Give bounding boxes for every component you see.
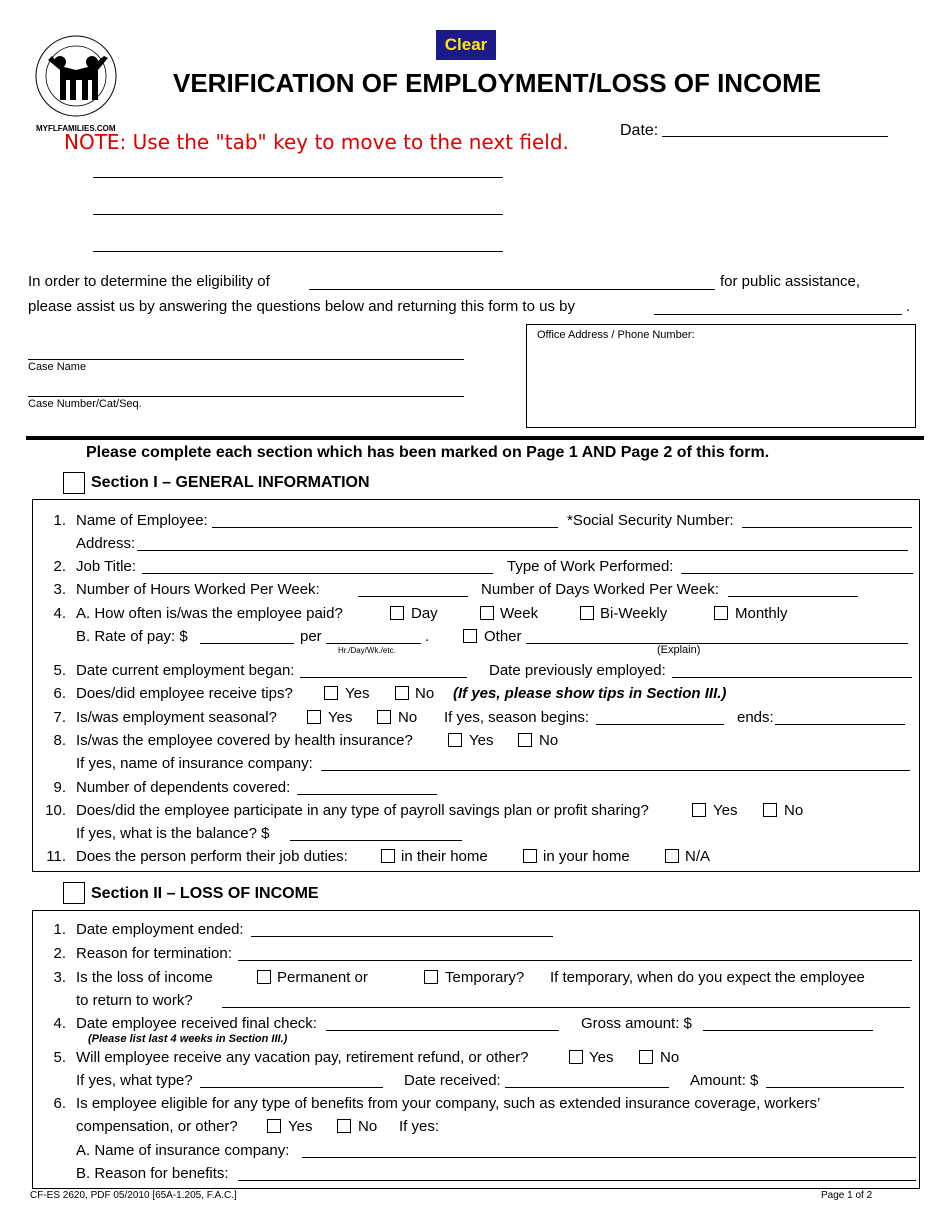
last4-note: (Please list last 4 weeks in Section III.) <box>88 1033 288 1045</box>
paid-other-checkbox[interactable] <box>463 629 477 643</box>
seasonal-yes-checkbox[interactable] <box>307 710 321 724</box>
date-prev-label: Date previously employed: <box>489 662 666 679</box>
insurance-name-field[interactable] <box>321 770 910 771</box>
s2-n1: 1. <box>53 921 66 938</box>
s2-n2: 2. <box>53 945 66 962</box>
tips-no-checkbox[interactable] <box>395 686 409 700</box>
amount-label: Amount: $ <box>690 1072 759 1089</box>
savings-label: Does/did the employee participate in any type of payroll savings plan or profit sharing? <box>76 802 649 819</box>
s1-n6: 6. <box>53 685 66 702</box>
duties-their-home-label: in their home <box>401 848 488 865</box>
address-label: Address: <box>76 535 136 552</box>
s1-n10: 10. <box>45 802 66 819</box>
page-number: Page 1 of 2 <box>821 1190 873 1201</box>
days-label: Number of Days Worked Per Week: <box>481 581 719 598</box>
season-begins-field[interactable] <box>596 724 724 725</box>
duties-your-home-checkbox[interactable] <box>523 849 537 863</box>
job-title-label: Job Title: <box>76 558 137 575</box>
s1-n4: 4. <box>53 605 66 622</box>
dependents-field[interactable] <box>297 794 437 795</box>
address-line-1[interactable] <box>93 177 503 178</box>
ssn-label: *Social Security Number: <box>567 512 734 529</box>
tips-note: (If yes, please show tips in Section III.) <box>453 685 727 702</box>
section2-title: Section II – LOSS OF INCOME <box>91 885 319 902</box>
intro-line1-b: for public assistance, <box>720 273 861 290</box>
return-by-date-field[interactable] <box>654 314 902 315</box>
paid-other-field[interactable] <box>526 643 908 644</box>
benefits-label-b: compensation, or other? <box>76 1118 238 1135</box>
hr-hint: Hr./Day/Wk./etc. <box>338 646 396 655</box>
ssn-field[interactable] <box>742 527 912 528</box>
section1-checkbox[interactable] <box>63 472 85 494</box>
tips-no-label: No <box>415 685 435 702</box>
balance-label: If yes, what is the balance? $ <box>76 825 270 842</box>
case-name-label: Case Name <box>28 361 87 373</box>
vacation-no-label: No <box>660 1049 680 1066</box>
date-received-label: Date received: <box>404 1072 501 1089</box>
season-ends-label: ends: <box>737 709 774 726</box>
s2-n6: 6. <box>53 1095 66 1112</box>
employee-address-field[interactable] <box>137 550 908 551</box>
duties-label: Does the person perform their job duties: <box>76 848 348 865</box>
job-title-field[interactable] <box>142 573 493 574</box>
benefits-label-a: Is employee eligible for any type of benefits from your company, such as extended insurance coverage, workers’ <box>76 1095 821 1112</box>
address-line-2[interactable] <box>93 214 503 215</box>
tips-yes-label: Yes <box>345 685 370 702</box>
duties-na-checkbox[interactable] <box>665 849 679 863</box>
s2-n4: 4. <box>53 1015 66 1032</box>
vacation-yes-label: Yes <box>589 1049 614 1066</box>
reason-benefits-label: B. Reason for benefits: <box>76 1165 229 1182</box>
date-ended-label: Date employment ended: <box>76 921 244 938</box>
duties-na-label: N/A <box>685 848 711 865</box>
reason-field[interactable] <box>238 960 912 961</box>
paid-monthly-label: Monthly <box>735 605 788 622</box>
insurance-name-label: If yes, name of insurance company: <box>76 755 313 772</box>
office-address-box[interactable] <box>526 324 916 428</box>
date-field[interactable] <box>662 136 888 137</box>
logo-url: MYFLFAMILIES.COM <box>36 124 116 133</box>
savings-yes-label: Yes <box>713 802 738 819</box>
final-check-field[interactable] <box>326 1030 559 1031</box>
health-no-label: No <box>539 732 559 749</box>
temporary-checkbox[interactable] <box>424 970 438 984</box>
hours-label: Number of Hours Worked Per Week: <box>76 581 320 598</box>
benefits-yes-label: Yes <box>288 1118 313 1135</box>
s1-n7: 7. <box>53 709 66 726</box>
loss-label: Is the loss of income <box>76 969 213 986</box>
if-temp-label: If temporary, when do you expect the employee <box>550 969 865 986</box>
per-period: . <box>425 628 430 645</box>
temporary-label: Temporary? <box>445 969 525 986</box>
permanent-checkbox[interactable] <box>257 970 271 984</box>
balance-field[interactable] <box>290 840 462 841</box>
season-begins-label: If yes, season begins: <box>444 709 590 726</box>
rate-pay-label: B. Rate of pay: $ <box>76 628 188 645</box>
health-yes-label: Yes <box>469 732 494 749</box>
note-text: NOTE: Use the "tab" key to move to the next field. <box>64 130 569 154</box>
intro-line2: please assist us by answering the questions below and returning this form to us by <box>28 298 575 315</box>
vacation-no-checkbox[interactable] <box>639 1050 653 1064</box>
gross-field[interactable] <box>703 1030 873 1031</box>
family-logo-icon <box>30 30 122 136</box>
name-employee-field[interactable] <box>212 527 558 528</box>
q4a-label: A. How often is/was the employee paid? <box>76 605 343 622</box>
divider <box>26 436 924 440</box>
benefits-no-checkbox[interactable] <box>337 1119 351 1133</box>
s1-n2: 2. <box>53 558 66 575</box>
date-ended-field[interactable] <box>251 936 553 937</box>
dcf-logo <box>30 30 122 136</box>
paid-day-label: Day <box>411 605 438 622</box>
duties-your-home-label: in your home <box>543 848 630 865</box>
instruction: Please complete each section which has been marked on Page 1 AND Page 2 of this form. <box>86 444 770 461</box>
tips-yes-checkbox[interactable] <box>324 686 338 700</box>
vacation-label: Will employee receive any vacation pay, retirement refund, or other? <box>76 1049 529 1066</box>
date-received-field[interactable] <box>505 1087 669 1088</box>
section2-checkbox[interactable] <box>63 882 85 904</box>
return-field[interactable] <box>222 1007 910 1008</box>
intro-line1-a: In order to determine the eligibility of <box>28 273 270 290</box>
intro-line2-end: . <box>906 298 911 315</box>
health-yes-checkbox[interactable] <box>448 733 462 747</box>
return-label: to return to work? <box>76 992 193 1009</box>
health-no-checkbox[interactable] <box>518 733 532 747</box>
seasonal-no-checkbox[interactable] <box>377 710 391 724</box>
s2-n3: 3. <box>53 969 66 986</box>
date-began-label: Date current employment began: <box>76 662 295 679</box>
s1-n5: 5. <box>53 662 66 679</box>
savings-no-checkbox[interactable] <box>763 803 777 817</box>
page-title: VERIFICATION OF EMPLOYMENT/LOSS OF INCOME <box>173 68 822 98</box>
paid-day-checkbox[interactable] <box>390 606 404 620</box>
s2-n5: 5. <box>53 1049 66 1066</box>
s1-n11: 11. <box>46 848 66 865</box>
final-check-label: Date employee received final check: <box>76 1015 317 1032</box>
health-label: Is/was the employee covered by health insurance? <box>76 732 413 749</box>
name-employee-label: Name of Employee: <box>76 512 208 529</box>
permanent-label: Permanent or <box>277 969 368 986</box>
paid-week-label: Week <box>500 605 539 622</box>
per-field[interactable] <box>326 643 421 644</box>
s1-n3: 3. <box>53 581 66 598</box>
office-address-label: Office Address / Phone Number: <box>537 329 695 341</box>
case-number-field[interactable] <box>28 396 464 397</box>
type-work-field[interactable] <box>681 573 913 574</box>
benefits-yes-checkbox[interactable] <box>267 1119 281 1133</box>
s1-n9: 9. <box>53 779 66 796</box>
benefits-no-label: No <box>358 1118 378 1135</box>
type-work-label: Type of Work Performed: <box>507 558 674 575</box>
paid-biweekly-checkbox[interactable] <box>580 606 594 620</box>
paid-other-label: Other <box>484 628 522 645</box>
form-id: CF-ES 2620, PDF 05/2010 [65A-1.205, F.A.C.] <box>30 1190 237 1201</box>
paid-biweekly-label: Bi-Weekly <box>600 605 668 622</box>
rate-pay-field[interactable] <box>200 643 294 644</box>
date-prev-field[interactable] <box>672 677 912 678</box>
savings-no-label: No <box>784 802 804 819</box>
dependents-label: Number of dependents covered: <box>76 779 291 796</box>
paid-monthly-checkbox[interactable] <box>714 606 728 620</box>
amount-field[interactable] <box>766 1087 904 1088</box>
seasonal-no-label: No <box>398 709 418 726</box>
benefits-if-yes: If yes: <box>399 1118 440 1135</box>
savings-yes-checkbox[interactable] <box>692 803 706 817</box>
season-ends-field[interactable] <box>775 724 905 725</box>
paid-week-checkbox[interactable] <box>480 606 494 620</box>
reason-label: Reason for termination: <box>76 945 232 962</box>
seasonal-yes-label: Yes <box>328 709 353 726</box>
hours-field[interactable] <box>358 596 468 597</box>
days-field[interactable] <box>728 596 858 597</box>
what-type-label: If yes, what type? <box>76 1072 193 1089</box>
date-began-field[interactable] <box>300 677 467 678</box>
what-type-field[interactable] <box>200 1087 383 1088</box>
case-name-field[interactable] <box>28 359 464 360</box>
gross-label: Gross amount: $ <box>581 1015 692 1032</box>
explain-hint: (Explain) <box>657 644 701 656</box>
s1-n8: 8. <box>53 732 66 749</box>
seasonal-label: Is/was employment seasonal? <box>76 709 277 726</box>
applicant-name-field[interactable] <box>309 289 715 290</box>
address-line-3[interactable] <box>93 251 503 252</box>
clear-button[interactable]: Clear <box>436 30 496 60</box>
date-label: Date: <box>620 122 659 139</box>
ins-company-label: A. Name of insurance company: <box>76 1142 290 1159</box>
duties-their-home-checkbox[interactable] <box>381 849 395 863</box>
ins-company-field[interactable] <box>302 1157 916 1158</box>
per-label: per <box>300 628 322 645</box>
case-number-label: Case Number/Cat/Seq. <box>28 398 142 410</box>
vacation-yes-checkbox[interactable] <box>569 1050 583 1064</box>
tips-label: Does/did employee receive tips? <box>76 685 293 702</box>
reason-benefits-field[interactable] <box>238 1180 916 1181</box>
section1-title: Section I – GENERAL INFORMATION <box>91 474 370 491</box>
s1-n1: 1. <box>53 512 66 529</box>
